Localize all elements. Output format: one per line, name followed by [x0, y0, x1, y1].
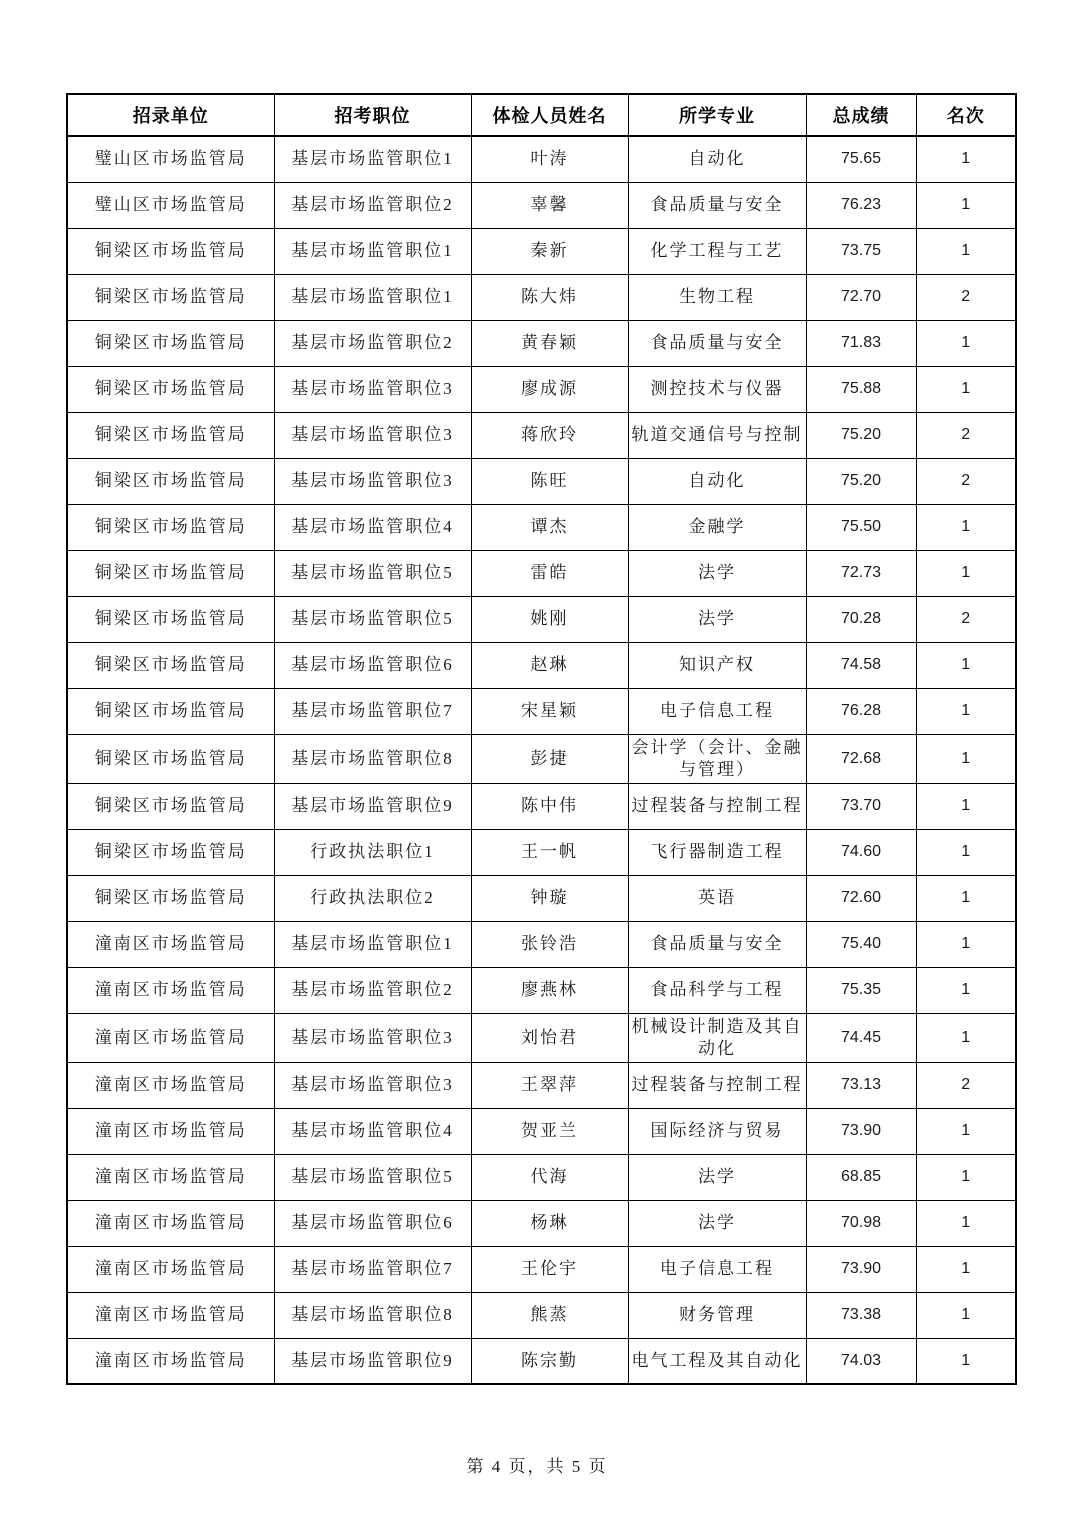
cell-position: 基层市场监管职位1 [274, 274, 471, 320]
cell-major: 过程装备与控制工程 [628, 783, 806, 829]
cell-name: 王一帆 [471, 829, 628, 875]
cell-unit: 铜梁区市场监管局 [67, 228, 274, 274]
col-header-unit: 招录单位 [67, 94, 274, 136]
cell-unit: 铜梁区市场监管局 [67, 366, 274, 412]
cell-major: 食品质量与安全 [628, 182, 806, 228]
cell-name: 刘怡君 [471, 1013, 628, 1062]
cell-position: 基层市场监管职位2 [274, 967, 471, 1013]
cell-major: 法学 [628, 1154, 806, 1200]
cell-unit: 铜梁区市场监管局 [67, 688, 274, 734]
cell-major: 法学 [628, 1200, 806, 1246]
cell-score: 73.70 [806, 783, 916, 829]
recruitment-exam-roster-table [66, 93, 1017, 1385]
cell-position: 基层市场监管职位1 [274, 921, 471, 967]
page-footer: 第 4 页，共 5 页 [466, 1457, 608, 1476]
cell-name: 杨琳 [471, 1200, 628, 1246]
table-row [67, 734, 1016, 783]
cell-score: 70.98 [806, 1200, 916, 1246]
cell-score: 73.38 [806, 1292, 916, 1338]
cell-position: 基层市场监管职位8 [274, 734, 471, 783]
cell-name: 叶涛 [471, 136, 628, 182]
cell-name: 陈大炜 [471, 274, 628, 320]
cell-unit: 铜梁区市场监管局 [67, 829, 274, 875]
table-row [67, 504, 1016, 550]
cell-position: 基层市场监管职位8 [274, 1292, 471, 1338]
cell-unit: 铜梁区市场监管局 [67, 320, 274, 366]
cell-rank: 1 [916, 1292, 1016, 1338]
cell-rank: 1 [916, 688, 1016, 734]
cell-position: 基层市场监管职位3 [274, 1013, 471, 1062]
cell-score: 68.85 [806, 1154, 916, 1200]
cell-score: 72.73 [806, 550, 916, 596]
cell-major: 飞行器制造工程 [628, 829, 806, 875]
table-row [67, 1246, 1016, 1292]
cell-unit: 潼南区市场监管局 [67, 1013, 274, 1062]
col-header-score: 总成绩 [806, 94, 916, 136]
cell-rank: 1 [916, 136, 1016, 182]
table-row [67, 1292, 1016, 1338]
cell-name: 宋星颖 [471, 688, 628, 734]
cell-major: 电气工程及其自动化 [628, 1338, 806, 1384]
cell-position: 基层市场监管职位9 [274, 1338, 471, 1384]
cell-rank: 1 [916, 642, 1016, 688]
cell-rank: 2 [916, 412, 1016, 458]
cell-rank: 1 [916, 1013, 1016, 1062]
table-row [67, 550, 1016, 596]
cell-score: 73.13 [806, 1062, 916, 1108]
cell-position: 基层市场监管职位7 [274, 688, 471, 734]
cell-unit: 潼南区市场监管局 [67, 1338, 274, 1384]
col-header-position: 招考职位 [274, 94, 471, 136]
cell-major: 轨道交通信号与控制 [628, 412, 806, 458]
cell-name: 辜馨 [471, 182, 628, 228]
cell-position: 基层市场监管职位3 [274, 458, 471, 504]
cell-name: 谭杰 [471, 504, 628, 550]
cell-position: 基层市场监管职位5 [274, 550, 471, 596]
cell-rank: 1 [916, 1108, 1016, 1154]
cell-score: 74.45 [806, 1013, 916, 1062]
cell-rank: 1 [916, 829, 1016, 875]
cell-score: 74.03 [806, 1338, 916, 1384]
cell-score: 74.58 [806, 642, 916, 688]
cell-major: 测控技术与仪器 [628, 366, 806, 412]
cell-major: 机械设计制造及其自动化 [628, 1013, 806, 1062]
table-row [67, 412, 1016, 458]
cell-score: 72.68 [806, 734, 916, 783]
cell-score: 72.60 [806, 875, 916, 921]
cell-major: 自动化 [628, 136, 806, 182]
cell-name: 秦新 [471, 228, 628, 274]
cell-name: 代海 [471, 1154, 628, 1200]
cell-major: 法学 [628, 550, 806, 596]
cell-rank: 1 [916, 228, 1016, 274]
col-header-name: 体检人员姓名 [471, 94, 628, 136]
cell-rank: 1 [916, 1246, 1016, 1292]
cell-name: 熊蒸 [471, 1292, 628, 1338]
table-header-row [67, 94, 1016, 136]
table-row [67, 1108, 1016, 1154]
cell-position: 基层市场监管职位2 [274, 182, 471, 228]
cell-rank: 1 [916, 1200, 1016, 1246]
cell-major: 自动化 [628, 458, 806, 504]
cell-score: 75.35 [806, 967, 916, 1013]
table-row [67, 1154, 1016, 1200]
cell-rank: 1 [916, 783, 1016, 829]
table-row [67, 875, 1016, 921]
cell-rank: 1 [916, 550, 1016, 596]
cell-name: 彭捷 [471, 734, 628, 783]
table-row [67, 228, 1016, 274]
cell-major: 生物工程 [628, 274, 806, 320]
col-header-major: 所学专业 [628, 94, 806, 136]
cell-name: 王伦宇 [471, 1246, 628, 1292]
cell-unit: 铜梁区市场监管局 [67, 642, 274, 688]
cell-position: 基层市场监管职位3 [274, 366, 471, 412]
table-row [67, 1062, 1016, 1108]
table-row [67, 1200, 1016, 1246]
cell-position: 基层市场监管职位1 [274, 228, 471, 274]
cell-rank: 2 [916, 596, 1016, 642]
table-row [67, 688, 1016, 734]
cell-position: 基层市场监管职位5 [274, 596, 471, 642]
cell-name: 张铃浩 [471, 921, 628, 967]
cell-unit: 潼南区市场监管局 [67, 1292, 274, 1338]
cell-position: 基层市场监管职位3 [274, 412, 471, 458]
cell-name: 王翠萍 [471, 1062, 628, 1108]
cell-rank: 2 [916, 458, 1016, 504]
cell-unit: 铜梁区市场监管局 [67, 875, 274, 921]
cell-rank: 2 [916, 274, 1016, 320]
cell-position: 基层市场监管职位4 [274, 504, 471, 550]
table-row [67, 320, 1016, 366]
cell-rank: 1 [916, 182, 1016, 228]
cell-position: 基层市场监管职位7 [274, 1246, 471, 1292]
cell-score: 75.65 [806, 136, 916, 182]
table-row [67, 136, 1016, 182]
cell-score: 73.75 [806, 228, 916, 274]
cell-unit: 铜梁区市场监管局 [67, 458, 274, 504]
cell-name: 雷皓 [471, 550, 628, 596]
cell-unit: 铜梁区市场监管局 [67, 596, 274, 642]
cell-score: 74.60 [806, 829, 916, 875]
cell-name: 陈宗勤 [471, 1338, 628, 1384]
cell-name: 陈旺 [471, 458, 628, 504]
cell-major: 过程装备与控制工程 [628, 1062, 806, 1108]
cell-major: 食品质量与安全 [628, 320, 806, 366]
cell-name: 贺亚兰 [471, 1108, 628, 1154]
cell-major: 食品质量与安全 [628, 921, 806, 967]
cell-score: 75.50 [806, 504, 916, 550]
table-row [67, 596, 1016, 642]
cell-position: 基层市场监管职位4 [274, 1108, 471, 1154]
cell-unit: 潼南区市场监管局 [67, 1154, 274, 1200]
table-row [67, 1013, 1016, 1062]
cell-name: 黄春颖 [471, 320, 628, 366]
cell-rank: 1 [916, 875, 1016, 921]
cell-position: 行政执法职位2 [274, 875, 471, 921]
cell-name: 蒋欣玲 [471, 412, 628, 458]
cell-position: 基层市场监管职位5 [274, 1154, 471, 1200]
cell-unit: 铜梁区市场监管局 [67, 504, 274, 550]
cell-unit: 潼南区市场监管局 [67, 921, 274, 967]
cell-name: 赵琳 [471, 642, 628, 688]
table-row [67, 274, 1016, 320]
cell-rank: 1 [916, 1338, 1016, 1384]
cell-position: 基层市场监管职位6 [274, 1200, 471, 1246]
cell-score: 75.20 [806, 458, 916, 504]
cell-major: 金融学 [628, 504, 806, 550]
cell-score: 72.70 [806, 274, 916, 320]
cell-major: 财务管理 [628, 1292, 806, 1338]
cell-position: 基层市场监管职位1 [274, 136, 471, 182]
cell-unit: 潼南区市场监管局 [67, 1062, 274, 1108]
cell-score: 73.90 [806, 1108, 916, 1154]
cell-unit: 潼南区市场监管局 [67, 1246, 274, 1292]
cell-rank: 2 [916, 1062, 1016, 1108]
cell-major: 英语 [628, 875, 806, 921]
cell-major: 国际经济与贸易 [628, 1108, 806, 1154]
cell-major: 法学 [628, 596, 806, 642]
cell-major: 会计学（会计、金融与管理） [628, 734, 806, 783]
cell-position: 行政执法职位1 [274, 829, 471, 875]
cell-unit: 璧山区市场监管局 [67, 182, 274, 228]
cell-unit: 潼南区市场监管局 [67, 1200, 274, 1246]
cell-unit: 铜梁区市场监管局 [67, 412, 274, 458]
table-row [67, 182, 1016, 228]
cell-position: 基层市场监管职位2 [274, 320, 471, 366]
cell-score: 75.40 [806, 921, 916, 967]
cell-position: 基层市场监管职位3 [274, 1062, 471, 1108]
cell-major: 化学工程与工艺 [628, 228, 806, 274]
cell-score: 73.90 [806, 1246, 916, 1292]
cell-name: 陈中伟 [471, 783, 628, 829]
cell-unit: 潼南区市场监管局 [67, 1108, 274, 1154]
cell-rank: 1 [916, 504, 1016, 550]
cell-name: 廖成源 [471, 366, 628, 412]
cell-score: 70.28 [806, 596, 916, 642]
cell-score: 75.20 [806, 412, 916, 458]
table-row [67, 829, 1016, 875]
cell-name: 姚刚 [471, 596, 628, 642]
col-header-rank: 名次 [916, 94, 1016, 136]
table-row [67, 458, 1016, 504]
cell-rank: 1 [916, 1154, 1016, 1200]
cell-major: 电子信息工程 [628, 1246, 806, 1292]
cell-position: 基层市场监管职位9 [274, 783, 471, 829]
cell-name: 廖燕林 [471, 967, 628, 1013]
cell-unit: 铜梁区市场监管局 [67, 783, 274, 829]
cell-score: 76.23 [806, 182, 916, 228]
cell-rank: 1 [916, 921, 1016, 967]
cell-score: 71.83 [806, 320, 916, 366]
cell-unit: 潼南区市场监管局 [67, 967, 274, 1013]
cell-unit: 璧山区市场监管局 [67, 136, 274, 182]
cell-rank: 1 [916, 967, 1016, 1013]
cell-score: 76.28 [806, 688, 916, 734]
cell-position: 基层市场监管职位6 [274, 642, 471, 688]
cell-name: 钟璇 [471, 875, 628, 921]
cell-unit: 铜梁区市场监管局 [67, 734, 274, 783]
cell-major: 知识产权 [628, 642, 806, 688]
table-row [67, 921, 1016, 967]
cell-unit: 铜梁区市场监管局 [67, 274, 274, 320]
cell-major: 食品科学与工程 [628, 967, 806, 1013]
table-row [67, 642, 1016, 688]
table-row [67, 1338, 1016, 1384]
cell-rank: 1 [916, 734, 1016, 783]
table-row [67, 783, 1016, 829]
cell-score: 75.88 [806, 366, 916, 412]
cell-major: 电子信息工程 [628, 688, 806, 734]
table-body [67, 136, 1016, 1384]
cell-rank: 1 [916, 366, 1016, 412]
table-row [67, 967, 1016, 1013]
cell-rank: 1 [916, 320, 1016, 366]
cell-unit: 铜梁区市场监管局 [67, 550, 274, 596]
table-row [67, 366, 1016, 412]
